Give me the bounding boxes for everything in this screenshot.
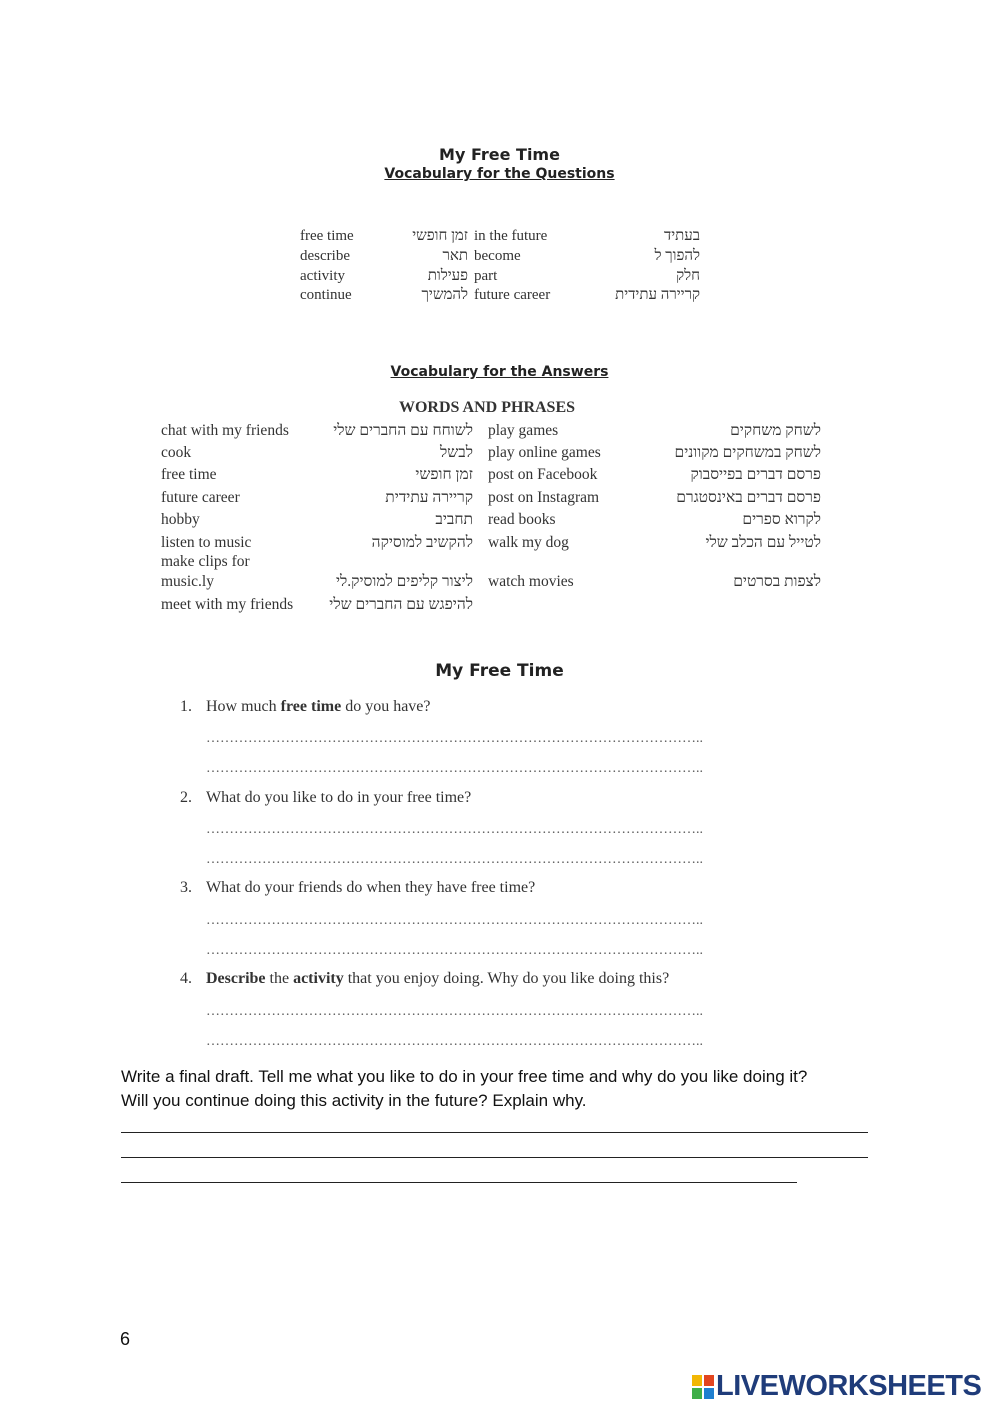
section-title: My Free Time — [435, 661, 564, 681]
liveworksheets-logo-icon — [692, 1375, 714, 1399]
question-text-part: the — [265, 970, 294, 987]
vocab-he: זמן חופשי — [412, 228, 468, 244]
phrase-he: להיפגש עם החברים שלי — [329, 596, 473, 613]
question-2 — [180, 789, 820, 813]
questions-vocab-heading: Vocabulary for the Questions — [384, 166, 615, 182]
phrase-en: music.ly — [161, 573, 214, 590]
vocab-row — [300, 287, 700, 307]
answer-line[interactable]: …………………………………………………………………………………………….. — [206, 822, 703, 837]
page-title: My Free Time — [439, 145, 560, 164]
vocab-he: חלק — [676, 268, 700, 284]
phrase-en: future career — [161, 489, 240, 506]
vocab-en: part — [474, 268, 498, 284]
logo-square — [704, 1388, 714, 1399]
answer-line[interactable]: …………………………………………………………………………………………….. — [206, 1034, 703, 1049]
vocab-row — [300, 268, 700, 288]
phrase-he: להקשיב למוסיקה — [371, 534, 473, 551]
logo-square — [692, 1388, 702, 1399]
question-text-part: What do your friends do when they have free time? — [206, 879, 536, 896]
answer-line[interactable]: …………………………………………………………………………………………….. — [206, 852, 703, 867]
answer-line[interactable]: …………………………………………………………………………………………….. — [206, 913, 703, 928]
answer-line[interactable]: …………………………………………………………………………………………….. — [206, 731, 703, 746]
question-bold-term: activity — [293, 970, 344, 987]
vocab-en: become — [474, 248, 521, 264]
vocab-en: activity — [300, 268, 345, 284]
question-number: 2. — [180, 789, 192, 806]
phrase-en: post on Facebook — [488, 466, 598, 483]
phrase-en: post on Instagram — [488, 489, 600, 506]
questions-vocab-table — [300, 228, 700, 318]
question-text-part: do you have? — [341, 698, 431, 715]
page-number: 6 — [120, 1329, 131, 1349]
phrase-he: פרסם דברים באינסטגרם — [676, 489, 821, 506]
vocab-en: free time — [300, 228, 354, 244]
phrase-he: זמן חופשי — [415, 466, 473, 483]
question-text — [206, 879, 535, 897]
vocab-he: להמשיך — [421, 287, 468, 303]
vocab-en: continue — [300, 287, 352, 303]
phrase-en: play games — [488, 422, 559, 439]
final-draft-line: Write a final draft. Tell me what you like to do in your free time and why do you like doing it? — [121, 1067, 808, 1086]
question-text — [206, 698, 431, 716]
phrase-en: cook — [161, 444, 192, 461]
phrase-en: meet with my friends — [161, 596, 294, 613]
vocab-he: תאר — [442, 248, 468, 264]
final-draft-line: Will you continue doing this activity in the future? Explain why. — [121, 1091, 587, 1110]
answer-line[interactable]: …………………………………………………………………………………………….. — [206, 761, 703, 776]
phrase-he: לקרוא ספרים — [742, 511, 821, 528]
phrase-he: לטייל עם הכלב שלי — [705, 534, 821, 551]
phrase-he: לצפות בסרטים — [733, 573, 821, 590]
logo-square — [704, 1375, 714, 1386]
question-text-part: that you enjoy doing. Why do you like doing this? — [343, 970, 670, 987]
phrase-en: chat with my friends — [161, 422, 289, 439]
phrase-en: play online games — [488, 444, 601, 461]
question-text-part: How much — [206, 698, 281, 715]
liveworksheets-logo-text[interactable]: LIVEWORKSHEETS — [716, 1370, 982, 1402]
question-number: 4. — [180, 970, 192, 987]
phrase-he: ליצור קליפים למוסיק.לי — [335, 573, 473, 590]
vocab-he: קריירה עתידית — [615, 287, 700, 303]
question-3 — [180, 879, 820, 903]
phrase-he: קריירה עתידית — [385, 489, 473, 506]
question-text — [206, 789, 471, 807]
phrase-en: listen to music — [161, 534, 252, 551]
vocab-row — [300, 248, 700, 268]
vocab-en: future career — [474, 287, 551, 303]
question-number: 1. — [180, 698, 192, 715]
vocab-he: פעילות — [427, 268, 468, 284]
question-text-part: What do you like to do in your free time? — [206, 789, 472, 806]
question-4 — [180, 970, 820, 994]
phrase-he: פרסם דברים בפייסבוק — [690, 466, 821, 483]
question-text — [206, 970, 669, 988]
writing-line[interactable] — [121, 1132, 868, 1133]
question-number: 3. — [180, 879, 192, 896]
vocab-row — [300, 228, 700, 248]
final-draft-instructions — [121, 1065, 881, 1113]
question-bold-term: Describe — [206, 970, 266, 987]
phrase-he: תחביב — [435, 511, 473, 528]
phrase-he: לשחק במשחקים מקוונים — [674, 444, 821, 461]
phrase-en: free time — [161, 466, 217, 483]
answer-line[interactable]: …………………………………………………………………………………………….. — [206, 1004, 703, 1019]
question-bold-term: free time — [280, 698, 342, 715]
phrase-en: watch movies — [488, 573, 574, 590]
vocab-he: בעתיד — [663, 228, 700, 244]
vocab-en: describe — [300, 248, 350, 264]
vocab-he: להפוך ל — [654, 248, 700, 264]
phrase-he: לשוחח עם החברים שלי — [333, 422, 473, 439]
phrase-he: לבשל — [440, 444, 473, 461]
phrase-he: לשחק משחקים — [730, 422, 821, 439]
phrase-en: read books — [488, 511, 556, 528]
logo-square — [692, 1375, 702, 1386]
words-phrases-table — [161, 422, 821, 622]
phrase-en: make clips for — [161, 553, 250, 570]
answers-vocab-heading: Vocabulary for the Answers — [390, 364, 609, 380]
vocab-en: in the future — [474, 228, 548, 244]
phrase-en: walk my dog — [488, 534, 569, 551]
question-1 — [180, 698, 820, 722]
phrase-en: hobby — [161, 511, 200, 528]
writing-line[interactable] — [121, 1182, 797, 1183]
writing-line[interactable] — [121, 1157, 868, 1158]
answer-line[interactable]: …………………………………………………………………………………………….. — [206, 943, 703, 958]
words-phrases-heading: WORDS AND PHRASES — [398, 399, 576, 416]
